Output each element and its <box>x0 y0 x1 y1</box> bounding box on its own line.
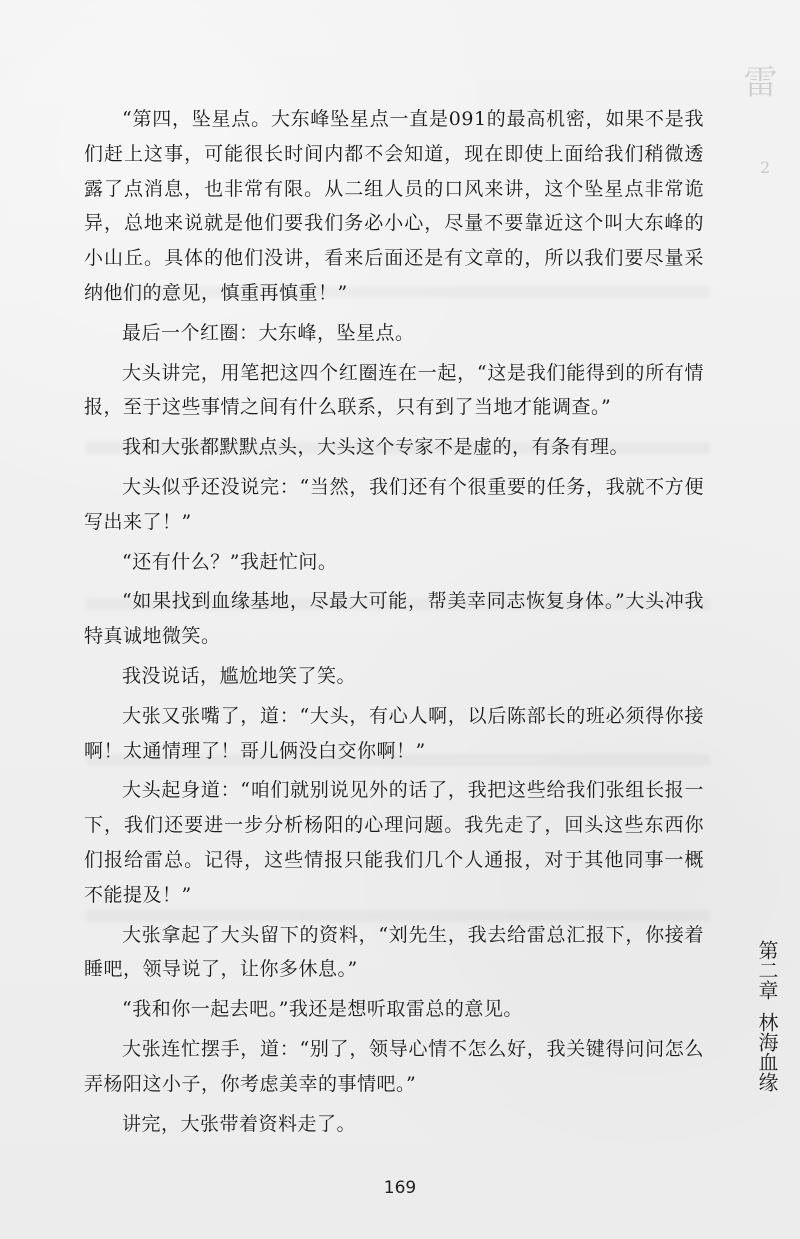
paragraph: 大头似乎还没说完：“当然，我们还有个很重要的任务，我就不方便写出来了！” <box>84 475 704 533</box>
chapter-title: 林海血缘 <box>755 1012 779 1092</box>
chapter-number: 第二章 <box>755 940 779 1000</box>
chapter-vertical-label <box>752 940 780 1190</box>
paragraph: 讲完，大张带着资料走了。 <box>122 1112 357 1135</box>
paragraph: “如果找到血缘基地，尽最大可能，帮美幸同志恢复身体。”大头冲我特真诚地微笑。 <box>84 590 704 648</box>
paragraph: 最后一个红圈：大东峰，坠星点。 <box>122 321 415 344</box>
chapter-body-text <box>84 102 704 1146</box>
paragraph: “第四，坠星点。大东峰坠星点一直是091的最高机密，如果不是我们赶上这事，可能很长时间内都不会知道，现在即使上面给我们稍微透露了点消息，也非常有限。从二组人员的口风来讲，这个坠星点非常诡异，总地来说就是他们要我们务必小心，尽量不要靠近这个叫大东峰的小山丘。具体的他们没讲，看来后面还是有文章的，所以我们要尽量采纳他们的意见，慎重再慎重！” <box>84 108 704 304</box>
paragraph: 大头起身道：“咱们就别说见外的话了，我把这些给我们张组长报一下，我们还要进一步分析杨阳的心理问题。我先走了，回头这些东西你们报给雷总。记得，这些情报只能我们几个人通报，对于其他同事一概不能提及！” <box>84 779 704 906</box>
paragraph: “还有什么？”我赶忙问。 <box>122 550 338 573</box>
paragraph: “我和你一起去吧。”我还是想听取雷总的意见。 <box>122 998 523 1021</box>
page-number: 169 <box>383 1178 417 1198</box>
running-header-mark: 2 <box>760 158 771 177</box>
paragraph: 大头讲完，用笔把这四个红圈连在一起，“这是我们能得到的所有情报，至于这些事情之间有什么联系，只有到了当地才能调查。” <box>84 361 704 419</box>
paragraph: 大张拿起了大头留下的资料，“刘先生，我去给雷总汇报下，你接着睡吧，领导说了，让你多休息。” <box>84 923 704 981</box>
running-header-title: 雷 <box>737 64 777 102</box>
paragraph: 我没说话，尴尬地笑了笑。 <box>122 664 357 687</box>
paragraph: 大张连忙摆手，道：“别了，领导心情不怎么好，我关键得问问怎么弄杨阳这小子，你考虑美幸的事情吧。” <box>84 1037 704 1095</box>
paragraph: 大张又张嘴了，道：“大头，有心人啊，以后陈部长的班必须得你接啊！太通情理了！哥儿俩没白交你啊！” <box>84 704 704 762</box>
paragraph: 我和大张都默默点头，大头这个专家不是虚的，有条有理。 <box>122 436 630 459</box>
